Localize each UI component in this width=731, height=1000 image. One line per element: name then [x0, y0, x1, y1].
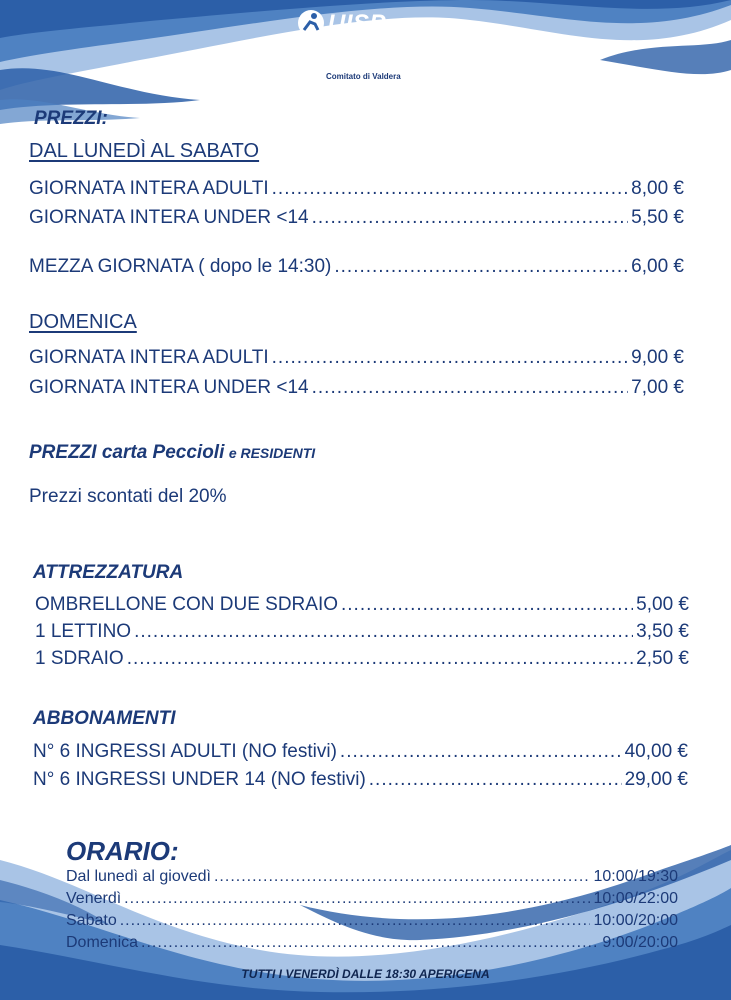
schedule-day: Domenica	[66, 934, 139, 951]
equipment-label: 1 LETTINO	[35, 621, 132, 642]
price-label: MEZZA GIORNATA ( dopo le 14:30)	[29, 256, 332, 277]
price-row	[29, 377, 684, 403]
attrezzatura-title: ATTREZZATURA	[33, 562, 184, 583]
residenti-title-main: PREZZI carta Peccioli	[29, 442, 225, 463]
dot-leader	[272, 178, 629, 200]
dot-leader	[134, 621, 633, 643]
price-label: GIORNATA INTERA UNDER <14	[29, 207, 309, 228]
dot-leader	[312, 377, 629, 399]
dot-leader	[141, 934, 599, 952]
equipment-label: 1 SDRAIO	[35, 648, 124, 669]
dot-leader	[369, 769, 622, 791]
subscription-price: 40,00 €	[624, 741, 688, 762]
price-row	[29, 207, 684, 233]
price-row	[29, 347, 684, 373]
schedule-row	[66, 934, 678, 956]
residenti-title-small: e RESIDENTI	[228, 445, 316, 461]
subscription-label: N° 6 INGRESSI UNDER 14 (NO festivi)	[33, 769, 366, 790]
price-value: 9,00 €	[631, 347, 684, 368]
price-value: 8,00 €	[631, 178, 684, 199]
price-value: 7,00 €	[631, 377, 684, 398]
equipment-price: 5,00 €	[636, 594, 689, 615]
runner-icon	[296, 8, 326, 38]
prezzi-title: PREZZI:	[34, 108, 108, 129]
weekday-heading: DAL LUNEDÌ AL SABATO	[29, 140, 260, 162]
price-value: 6,00 €	[631, 256, 684, 277]
dot-leader	[312, 207, 629, 229]
dot-leader	[124, 890, 590, 908]
schedule-row	[66, 868, 678, 890]
equipment-price: 3,50 €	[636, 621, 689, 642]
orario-title: ORARIO:	[66, 836, 179, 866]
price-row	[29, 256, 684, 282]
dot-leader	[214, 868, 590, 886]
equipment-row	[35, 648, 689, 674]
price-label: GIORNATA INTERA ADULTI	[29, 178, 269, 199]
logo-brand: UISP	[328, 10, 387, 37]
subscription-row	[33, 741, 688, 767]
schedule-row	[66, 912, 678, 934]
schedule-hours: 10:00/22:00	[593, 890, 678, 907]
logo-tagline: sportpertutti	[296, 44, 396, 66]
schedule-hours: 10:00/19:30	[593, 868, 678, 885]
dot-leader	[120, 912, 591, 930]
dot-leader	[334, 256, 628, 278]
footer-banner: TUTTI I VENERDÌ DALLE 18:30 APERICENA	[241, 967, 490, 981]
dot-leader	[341, 594, 633, 616]
price-value: 5,50 €	[631, 207, 684, 228]
equipment-row	[35, 594, 689, 620]
discount-text: Prezzi scontati del 20%	[29, 486, 227, 507]
price-label: GIORNATA INTERA ADULTI	[29, 347, 269, 368]
sunday-heading: DOMENICA	[29, 311, 137, 333]
schedule-hours: 10:00/20:00	[593, 912, 678, 929]
abbonamenti-title: ABBONAMENTI	[33, 708, 176, 729]
equipment-row	[35, 621, 689, 647]
dot-leader	[340, 741, 622, 763]
price-row	[29, 178, 684, 204]
uisp-logo	[296, 6, 426, 86]
equipment-price: 2,50 €	[636, 648, 689, 669]
price-label: GIORNATA INTERA UNDER <14	[29, 377, 309, 398]
residenti-title	[29, 442, 315, 464]
dot-leader	[127, 648, 633, 670]
logo-committee: Comitato di Valdera	[326, 72, 401, 81]
subscription-label: N° 6 INGRESSI ADULTI (NO festivi)	[33, 741, 337, 762]
schedule-row	[66, 890, 678, 912]
dot-leader	[272, 347, 629, 369]
subscription-price: 29,00 €	[624, 769, 688, 790]
equipment-label: OMBRELLONE CON DUE SDRAIO	[35, 594, 338, 615]
schedule-day: Dal lunedì al giovedì	[66, 868, 211, 885]
schedule-day: Venerdì	[66, 890, 122, 907]
schedule-hours: 9:00/20:00	[602, 934, 678, 951]
subscription-row	[33, 769, 688, 795]
schedule-day: Sabato	[66, 912, 117, 929]
